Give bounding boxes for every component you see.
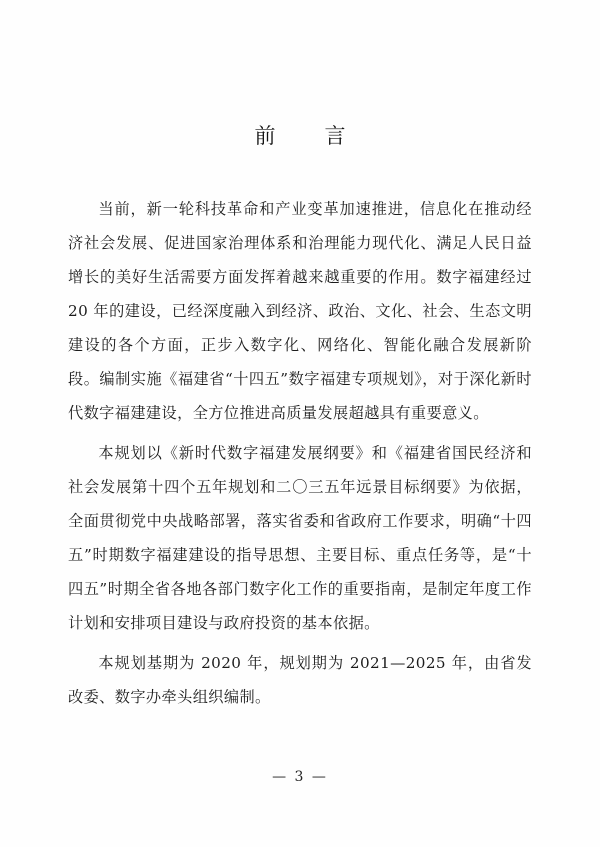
page-title: 前 言	[254, 124, 360, 148]
paragraph-3: 本规划基期为 2020 年，规划期为 2021—2025 年，由省发改委、数字办牵头组织编制。	[68, 654, 532, 706]
paragraph-1: 当前，新一轮科技革命和产业变革加速推进，信息化在推动经济社会发展、促进国家治理体系和治理能力现代化、满足人民日益增长的美好生活需要方面发挥着越来越重要的作用。数字福建经过 20 年的建设，已经深度融入到经济、政治、文化、社会、生态文明建设的各个方面，正步入数字化、网络化、智能化融合发展新阶段。编制实施《福建省“十四五”数字福建专项规划》，对于深化新时代数字福建建设，全方位推进高质量发展超越具有重要意义。	[68, 200, 532, 422]
page-number: — 3 —	[272, 769, 328, 785]
page-content	[68, 120, 532, 720]
paragraph-2: 本规划以《新时代数字福建发展纲要》和《福建省国民经济和社会发展第十四个五年规划和二〇三五年远景目标纲要》为依据，全面贯彻党中央战略部署，落实省委和省政府工作要求，明确“十四五”时期数字福建建设的指导思想、主要目标、重点任务等，是“十四五”时期全省各地各部门数字化工作的重要指南，是制定年度工作计划和安排项目建设与政府投资的基本依据。	[68, 444, 532, 632]
